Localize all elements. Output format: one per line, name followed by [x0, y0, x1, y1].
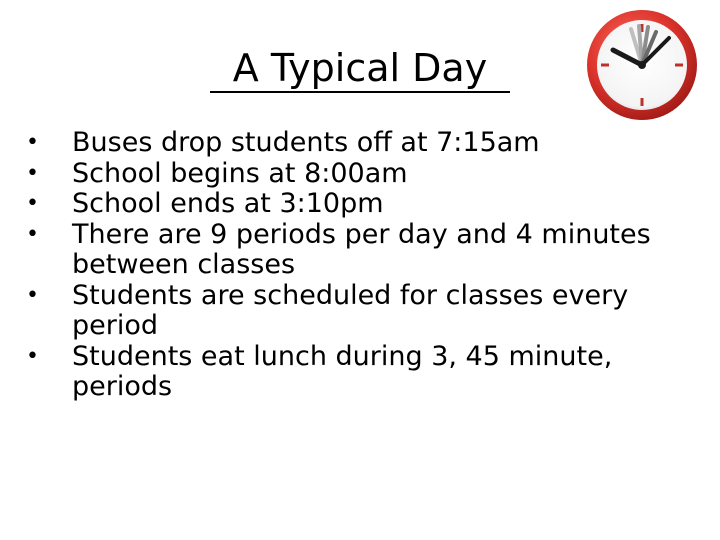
bullet-text: School ends at 3:10pm — [72, 188, 384, 219]
bullet-dot-icon: • — [26, 160, 39, 186]
bullet-dot-icon: • — [26, 130, 39, 155]
bullet-text: Students are scheduled for classes every period — [72, 279, 629, 341]
list-item — [26, 189, 706, 220]
list-item — [26, 220, 706, 281]
bullet-text: There are 9 periods per day and 4 minutes between classes — [72, 218, 651, 280]
list-item — [26, 159, 706, 190]
bullet-text: Buses drop students off at 7:15am — [72, 127, 540, 158]
title-underline — [210, 91, 510, 93]
bullet-list — [26, 128, 706, 403]
bullet-dot-icon: • — [26, 191, 39, 216]
clock-icon — [585, 8, 699, 122]
bullet-dot-icon: • — [26, 221, 39, 247]
list-item — [26, 342, 706, 403]
bullet-dot-icon: • — [26, 343, 39, 369]
list-item — [26, 128, 706, 159]
bullet-dot-icon: • — [26, 282, 39, 308]
slide-title: A Typical Day — [232, 46, 488, 90]
bullet-text: Students eat lunch during 3, 45 minute, periods — [72, 340, 613, 402]
list-item — [26, 281, 706, 342]
bullet-text: School begins at 8:00am — [72, 157, 408, 189]
